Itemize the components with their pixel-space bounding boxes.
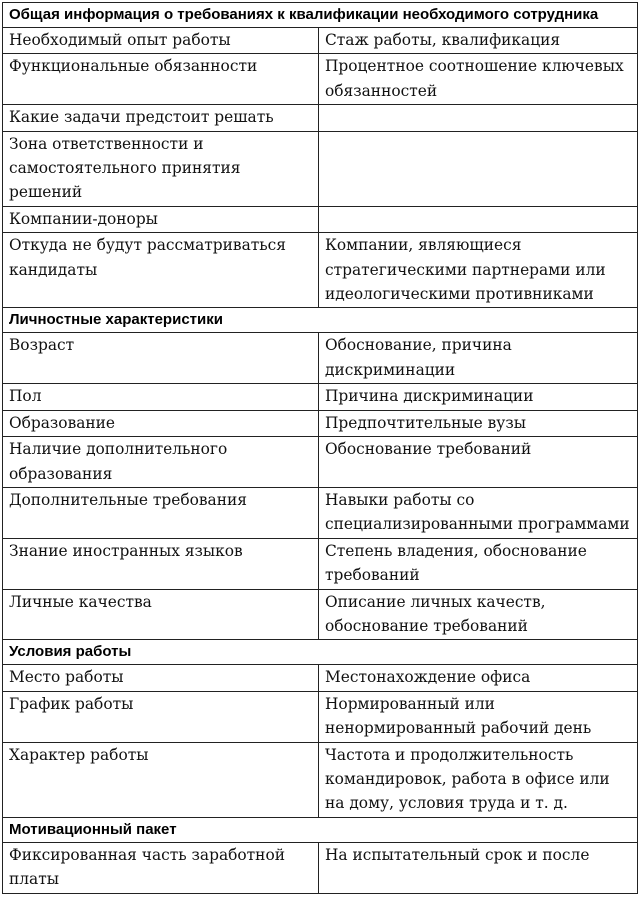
requirement-label: Характер работы xyxy=(3,742,319,817)
section-header-row xyxy=(3,817,638,842)
requirement-label: Зона ответственности и самостоятельного принятия решений xyxy=(3,131,319,206)
requirement-value: Нормированный или ненормированный рабочий день xyxy=(319,691,638,742)
requirement-label: Наличие дополнительного образования xyxy=(3,437,319,488)
table-row xyxy=(3,742,638,817)
table-row xyxy=(3,538,638,589)
table-row xyxy=(3,384,638,410)
requirement-label: Личные качества xyxy=(3,589,319,640)
requirement-label: Какие задачи предстоит решать xyxy=(3,105,319,131)
table-row xyxy=(3,691,638,742)
table-row xyxy=(3,487,638,538)
requirement-label: Знание иностранных языков xyxy=(3,538,319,589)
section-title: Общая информация о требованиях к квалификации необходимого сотрудника xyxy=(3,3,638,28)
table-row xyxy=(3,665,638,691)
table-row xyxy=(3,842,638,893)
table-row xyxy=(3,437,638,488)
requirement-value xyxy=(319,206,638,232)
requirements-table xyxy=(2,2,638,894)
requirement-label: Дополнительные требования xyxy=(3,487,319,538)
table-row xyxy=(3,410,638,436)
section-title: Условия работы xyxy=(3,640,638,665)
table-row xyxy=(3,105,638,131)
requirement-value xyxy=(319,105,638,131)
table-row xyxy=(3,131,638,206)
table-row xyxy=(3,589,638,640)
table-row xyxy=(3,206,638,232)
requirement-value: Обоснование, причина дискриминации xyxy=(319,333,638,384)
requirement-label: Откуда не будут рассматриваться кандидаты xyxy=(3,233,319,308)
requirement-label: Фиксированная часть заработной платы xyxy=(3,842,319,893)
requirement-value: Обоснование требований xyxy=(319,437,638,488)
section-header-row xyxy=(3,640,638,665)
requirement-value: Частота и продолжительность командировок, работа в офисе или на дому, условия труда и т. д. xyxy=(319,742,638,817)
section-header-row xyxy=(3,308,638,333)
requirement-label: Необходимый опыт работы xyxy=(3,28,319,54)
table-row xyxy=(3,54,638,105)
requirement-value: Причина дискриминации xyxy=(319,384,638,410)
requirement-label: Компании-доноры xyxy=(3,206,319,232)
requirement-label: График работы xyxy=(3,691,319,742)
table-row xyxy=(3,28,638,54)
requirement-value xyxy=(319,131,638,206)
requirement-value: Навыки работы со специализированными программами xyxy=(319,487,638,538)
requirement-value: Компании, являющиеся стратегическими партнерами или идеологическими противниками xyxy=(319,233,638,308)
requirement-label: Место работы xyxy=(3,665,319,691)
requirement-value: Процентное соотношение ключевых обязанностей xyxy=(319,54,638,105)
requirement-value: Степень владения, обоснование требований xyxy=(319,538,638,589)
requirement-label: Возраст xyxy=(3,333,319,384)
requirement-value: Местонахождение офиса xyxy=(319,665,638,691)
section-title: Мотивационный пакет xyxy=(3,817,638,842)
table-row xyxy=(3,333,638,384)
requirement-value: Предпочтительные вузы xyxy=(319,410,638,436)
requirement-value: Стаж работы, квалификация xyxy=(319,28,638,54)
section-title: Личностные характеристики xyxy=(3,308,638,333)
requirement-label: Пол xyxy=(3,384,319,410)
requirement-label: Образование xyxy=(3,410,319,436)
requirement-value: На испытательный срок и после xyxy=(319,842,638,893)
table-row xyxy=(3,233,638,308)
requirement-value: Описание личных качеств, обоснование требований xyxy=(319,589,638,640)
requirement-label: Функциональные обязанности xyxy=(3,54,319,105)
section-header-row xyxy=(3,3,638,28)
